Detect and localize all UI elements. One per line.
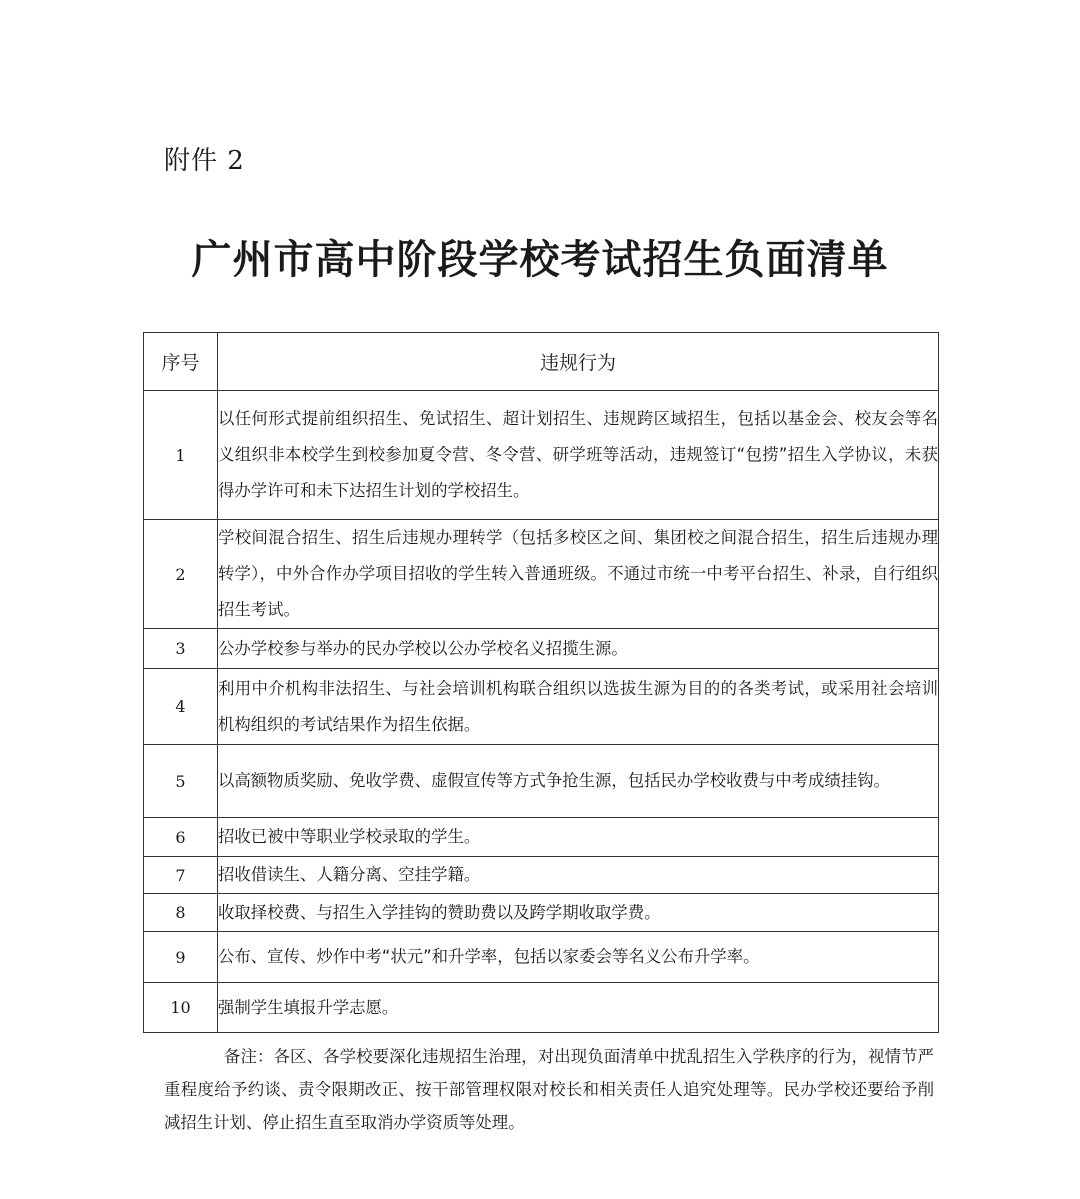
row-number: 2 (144, 520, 218, 629)
row-violation-text: 利用中介机构非法招生、与社会培训机构联合组织以选拔生源为目的的各类考试，或采用社会培训机构组织的考试结果作为招生依据。 (218, 669, 939, 745)
table-row (144, 983, 939, 1033)
document-title: 广州市高中阶段学校考试招生负面清单 (191, 236, 889, 283)
row-violation-text: 强制学生填报升学志愿。 (218, 983, 939, 1033)
table-header-row (144, 333, 939, 391)
table-row (144, 745, 939, 818)
row-number: 10 (144, 983, 218, 1033)
table-row (144, 669, 939, 745)
attachment-label: 附件 2 (164, 146, 245, 176)
row-violation-text: 招收借读生、人籍分离、空挂学籍。 (218, 857, 939, 894)
row-violation-text: 公办学校参与举办的民办学校以公办学校名义招揽生源。 (218, 629, 939, 669)
row-number: 5 (144, 745, 218, 818)
row-violation-text: 公布、宣传、炒作中考“状元”和升学率，包括以家委会等名义公布升学率。 (218, 932, 939, 983)
remarks-note: 备注：各区、各学校要深化违规招生治理，对出现负面清单中扰乱招生入学秩序的行为，视情节严重程度给予约谈、责令限期改正、按干部管理权限对校长和相关责任人追究处理等。民办学校还要给予削减招生计划、停止招生直至取消办学资质等处理。 (164, 1047, 934, 1132)
row-violation-text: 以任何形式提前组织招生、免试招生、超计划招生、违规跨区域招生，包括以基金会、校友会等名义组织非本校学生到校参加夏令营、冬令营、研学班等活动，违规签订“包捞”招生入学协议，未获得办学许可和未下达招生计划的学校招生。 (218, 391, 939, 520)
table-row (144, 818, 939, 857)
row-violation-text: 学校间混合招生、招生后违规办理转学（包括多校区之间、集团校之间混合招生，招生后违规办理转学），中外合作办学项目招收的学生转入普通班级。不通过市统一中考平台招生、补录，自行组织招生考试。 (218, 520, 939, 629)
table-row (144, 629, 939, 669)
table-row (144, 894, 939, 932)
row-number: 9 (144, 932, 218, 983)
row-violation-text: 招收已被中等职业学校录取的学生。 (218, 818, 939, 857)
table-row (144, 391, 939, 520)
table-row (144, 857, 939, 894)
negative-list-table (143, 332, 939, 1033)
table-row (144, 932, 939, 983)
row-number: 4 (144, 669, 218, 745)
row-number: 7 (144, 857, 218, 894)
row-violation-text: 收取择校费、与招生入学挂钩的赞助费以及跨学期收取学费。 (218, 894, 939, 932)
row-number: 3 (144, 629, 218, 669)
row-violation-text: 以高额物质奖励、免收学费、虚假宣传等方式争抢生源，包括民办学校收费与中考成绩挂钩。 (218, 745, 939, 818)
row-number: 1 (144, 391, 218, 520)
table-row (144, 520, 939, 629)
header-serial-number: 序号 (144, 333, 218, 391)
row-number: 8 (144, 894, 218, 932)
row-number: 6 (144, 818, 218, 857)
header-violation: 违规行为 (218, 333, 939, 391)
